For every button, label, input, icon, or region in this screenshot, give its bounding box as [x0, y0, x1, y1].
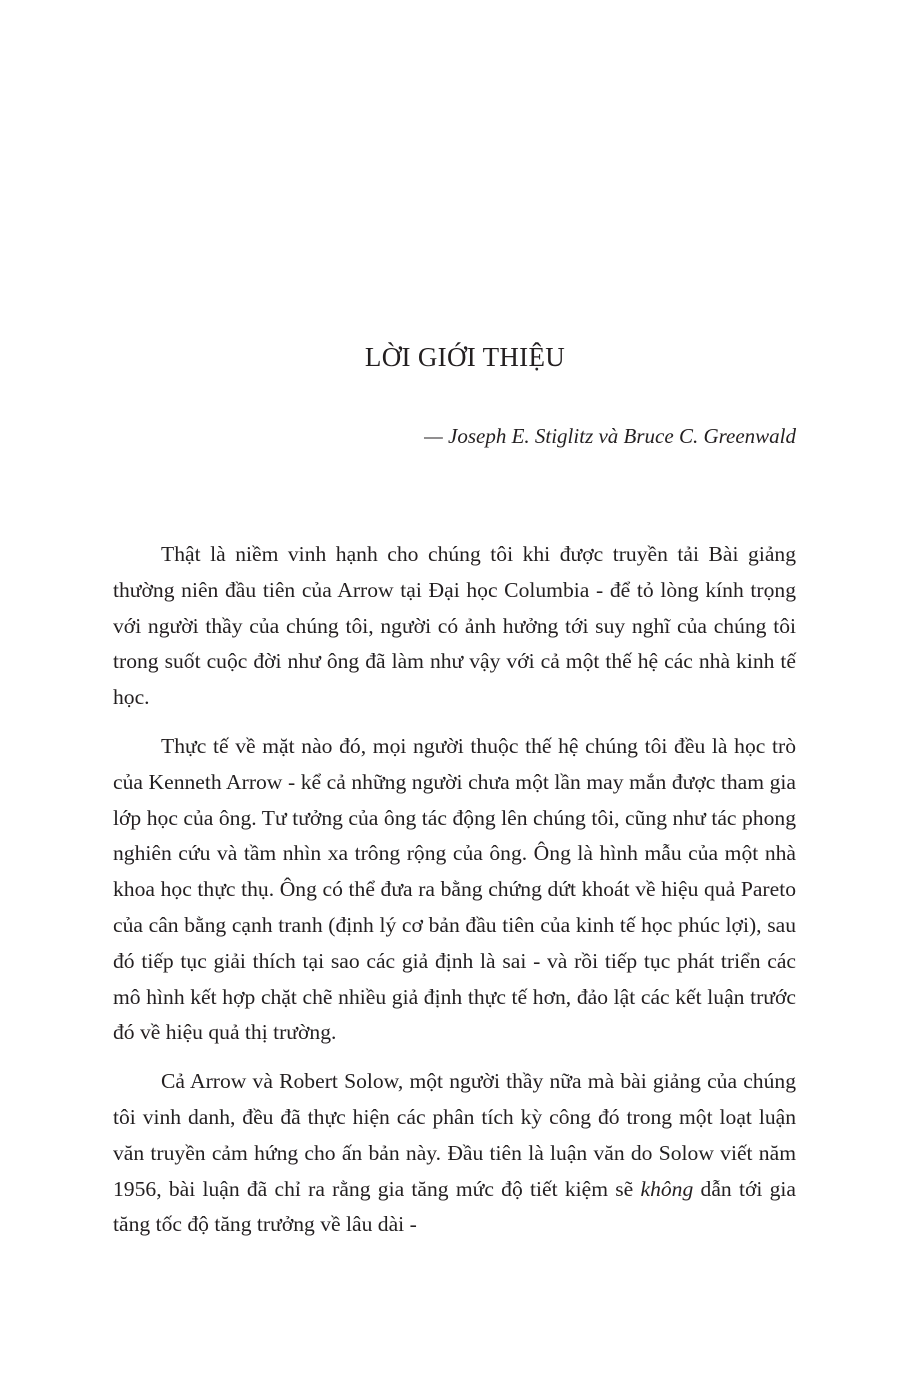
body-text: [113, 537, 796, 1256]
paragraph-3-before: Cả Arrow và Robert Solow, một người thầy nữa mà bài giảng của chúng tôi vinh danh, đều đã thực hiện các phân tích kỳ công đó trong một loạt luận văn truyền cảm hứng cho ấn bản này. Đầu tiên là luận văn do Solow viết năm 1956, bài luận đã chỉ ra rằng gia tăng mức độ tiết kiệm sẽ: [113, 1069, 796, 1201]
paragraph-3-after: dẫn tới gia tăng tốc độ tăng trưởng về lâu dài -: [113, 1176, 796, 1237]
paragraph-1: Thật là niềm vinh hạnh cho chúng tôi khi được truyền tải Bài giảng thường niên đầu tiên của Arrow tại Đại học Columbia - để tỏ lòng kính trọng với người thầy của chúng tôi, người có ảnh hưởng tới suy nghĩ của chúng tôi trong suốt cuộc đời như ông đã làm như vậy với cả một thế hệ các nhà kinh tế học.: [113, 542, 796, 710]
paragraph-3-emphasis: không: [640, 1176, 694, 1201]
paragraph-2: Thực tế về mặt nào đó, mọi người thuộc thế hệ chúng tôi đều là học trò của Kenneth Arrow - kể cả những người chưa một lần may mắn được tham gia lớp học của ông. Tư tưởng của ông tác động lên chúng tôi, cũng như tác phong nghiên cứu và tầm nhìn xa trông rộng của ông. Ông là hình mẫu của một nhà khoa học thực thụ. Ông có thể đưa ra bằng chứng dứt khoát về hiệu quả Pareto của cân bằng cạnh tranh (định lý cơ bản đầu tiên của kinh tế học phúc lợi), sau đó tiếp tục giải thích tại sao các giả định là sai - và rồi tiếp tục phát triển các mô hình kết hợp chặt chẽ nhiều giả định thực tế hơn, đảo lật các kết luận trước đó về hiệu quả thị trường.: [113, 733, 796, 1045]
chapter-byline: — Joseph E. Stiglitz và Bruce C. Greenwald: [424, 424, 796, 448]
chapter-title: LỜI GIỚI THIỆU: [364, 342, 566, 372]
paragraph-3: [113, 1064, 796, 1243]
